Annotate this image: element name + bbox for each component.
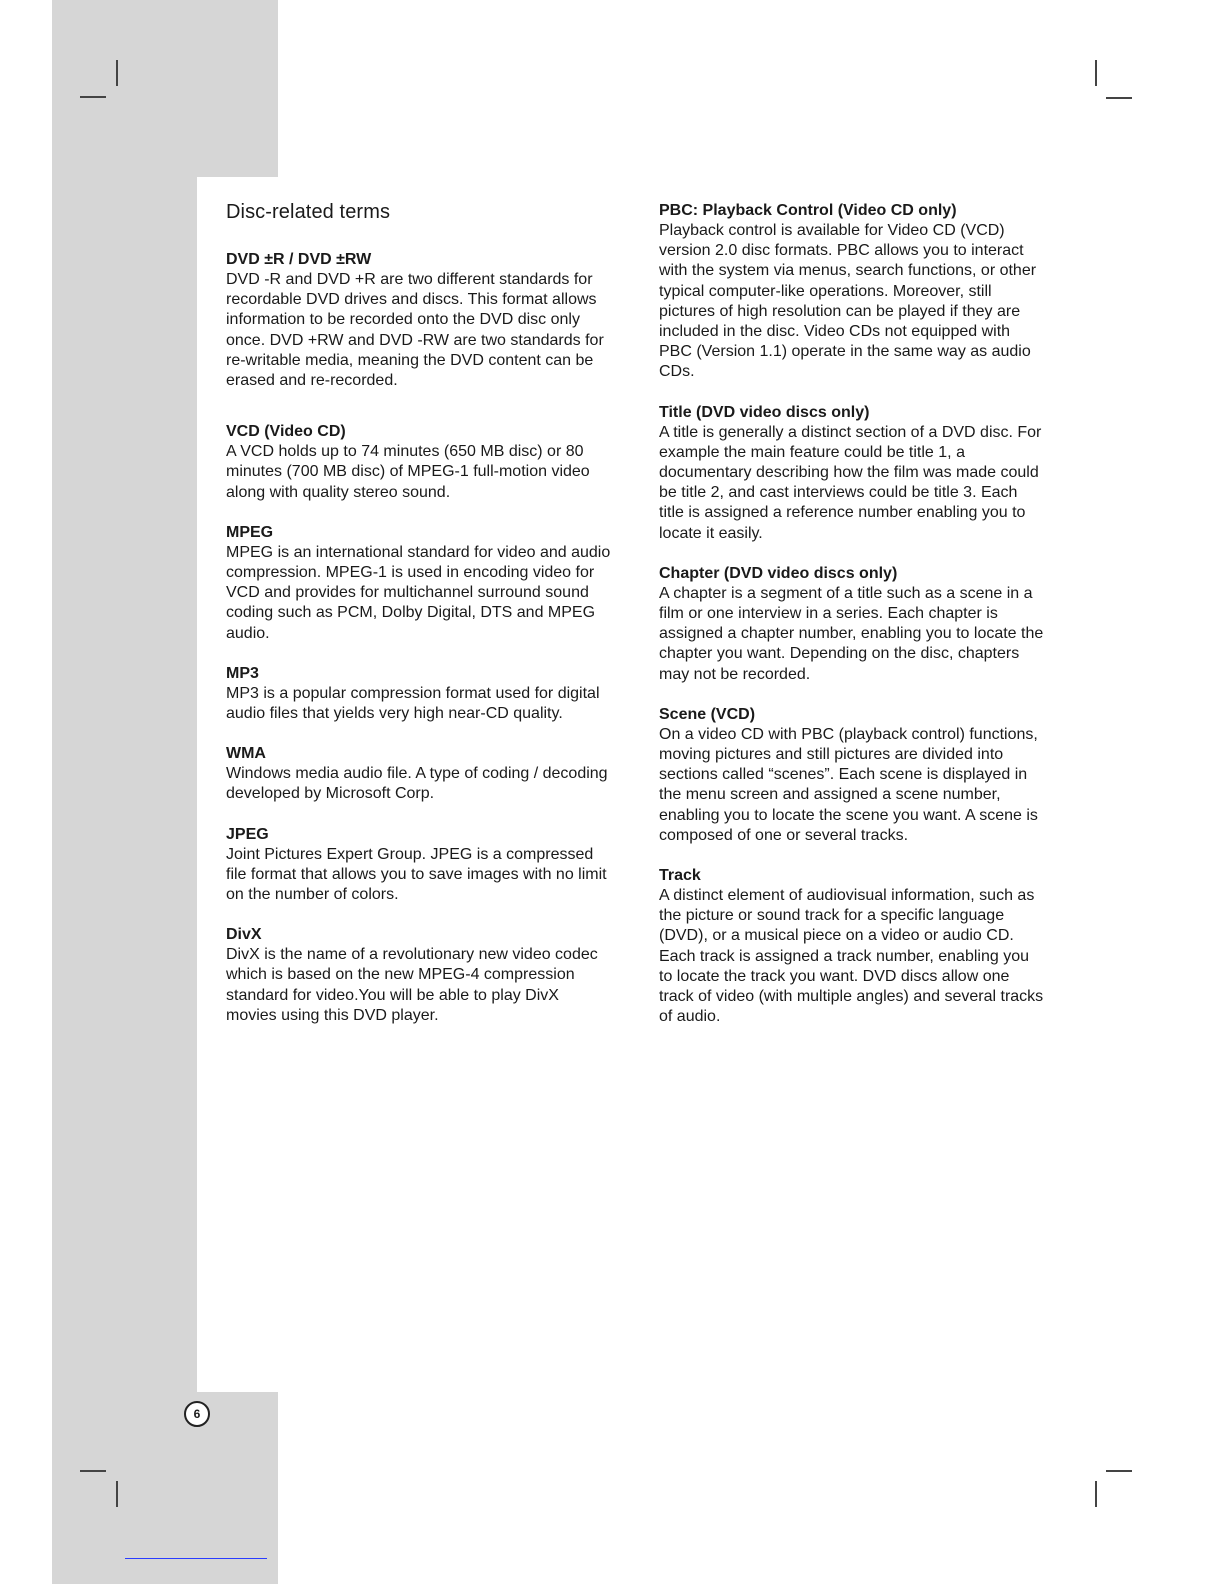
term-line: locate it easily. (659, 524, 763, 542)
term-line: of audio. (659, 1008, 721, 1026)
term-heading: DVD ±R / DVD ±RW (226, 251, 372, 268)
term-line: minutes (700 MB disc) of MPEG-1 full-motion video (226, 463, 590, 481)
crop-mark (116, 60, 118, 86)
page-title: Disc-related terms (226, 201, 391, 223)
term-line: recordable DVD drives and discs. This format allows (226, 291, 597, 309)
term-line: the picture or sound track for a specific language (659, 907, 1005, 925)
term-heading: MP3 (226, 664, 259, 682)
term-line: compression. MPEG-1 is used in encoding video for (226, 564, 595, 582)
term-heading: JPEG (226, 825, 269, 843)
term-dvd-r (226, 250, 641, 391)
term-line: A chapter is a segment of a title such as a scene in a (659, 584, 1033, 602)
crop-mark (80, 96, 106, 98)
term-line: along with quality stereo sound. (226, 483, 451, 501)
term-heading: Scene (VCD) (659, 705, 756, 723)
term-line: re-writable media, meaning the DVD content can be (226, 351, 594, 369)
term-line: assigned a chapter number, enabling you to locate the (659, 625, 1044, 643)
term-line: once. DVD +RW and DVD -RW are two standards for (226, 331, 604, 349)
term-line: with the system via menus, search functions, or other (659, 262, 1037, 280)
term-line: on the number of colors. (226, 886, 399, 904)
crop-mark (116, 1481, 118, 1507)
term-line: typical computer-like operations. Moreover, still (659, 282, 992, 300)
term-line: audio. (226, 624, 270, 642)
term-line: file format that allows you to save images with no limit (226, 865, 607, 883)
term-wma (226, 744, 641, 804)
term-line: erased and re-recorded. (226, 372, 398, 390)
term-line: documentary describing how the film was made could (659, 464, 1039, 482)
term-divx (226, 925, 641, 1026)
crop-mark (1106, 97, 1132, 99)
term-line: track of video (with multiple angles) and several tracks (659, 988, 1044, 1006)
margin-band-top (52, 0, 278, 177)
term-line: film or one interview in a series. Each chapter is (659, 605, 998, 623)
margin-band-bottom (52, 1392, 278, 1584)
term-pbc (659, 201, 1071, 383)
term-heading: Track (659, 867, 701, 885)
term-scene (659, 705, 1071, 846)
term-line: included in the disc. Video CDs not equipped with (659, 323, 1011, 341)
term-line: DVD -R and DVD +R are two different standards for (226, 271, 593, 288)
term-line: which is based on the new MPEG-4 compression (226, 966, 575, 984)
term-line: audio files that yields very high near-CD quality. (226, 705, 563, 723)
term-heading: Chapter (DVD video discs only) (659, 564, 898, 582)
term-line: Playback control is available for Video CD (VCD) (659, 222, 1005, 239)
term-line: enabling you to locate the scene you want. A scene is (659, 806, 1038, 824)
term-line: A distinct element of audiovisual information, such as (659, 887, 1035, 905)
crop-mark (1095, 1481, 1097, 1507)
term-line: developed by Microsoft Corp. (226, 785, 435, 803)
crop-mark (1106, 1470, 1132, 1472)
term-line: Joint Pictures Expert Group. JPEG is a compressed (226, 845, 594, 863)
term-heading: VCD (Video CD) (226, 423, 346, 441)
term-line: PBC (Version 1.1) operate in the same way as audio (659, 343, 1031, 361)
term-title (659, 403, 1071, 544)
term-line: example the main feature could be title 1, a (659, 443, 965, 461)
term-line: (DVD), or a musical piece on a video or audio CD. (659, 927, 1014, 945)
term-line: pictures of high resolution can be played if they are (659, 302, 1021, 320)
term-line: VCD and provides for multichannel surround sound (226, 584, 589, 602)
term-line: title is assigned a reference number enabling you to (659, 504, 1026, 522)
left-column (226, 197, 641, 1026)
term-mp3 (226, 664, 641, 724)
term-line: A VCD holds up to 74 minutes (650 MB disc) or 80 (226, 443, 584, 461)
term-line: A title is generally a distinct section of a DVD disc. For (659, 423, 1042, 441)
term-line: chapter you want. Depending on the disc, chapters (659, 645, 1020, 663)
term-line: be title 2, and cast interviews could be title 3. Each (659, 484, 1018, 502)
term-line: composed of one or several tracks. (659, 826, 909, 844)
term-line: MPEG is an international standard for video and audio (226, 543, 611, 561)
term-jpeg (226, 825, 641, 906)
term-line: may not be recorded. (659, 665, 811, 683)
term-heading: Title (DVD video discs only) (659, 403, 870, 421)
crop-mark (1095, 60, 1097, 86)
right-column (659, 201, 1071, 1028)
term-track (659, 866, 1071, 1027)
term-heading: WMA (226, 745, 266, 763)
term-line: standard for video.You will be able to play DivX (226, 986, 559, 1004)
term-line: Windows media audio file. A type of coding / decoding (226, 765, 608, 783)
term-line: Each track is assigned a track number, enabling you (659, 947, 1029, 965)
term-line: coding such as PCM, Dolby Digital, DTS and MPEG (226, 604, 596, 622)
term-line: DivX is the name of a revolutionary new video codec (226, 946, 598, 964)
term-heading: PBC: Playback Control (Video CD only) (659, 202, 957, 219)
term-vcd (226, 422, 641, 503)
crop-mark (80, 1470, 106, 1472)
footer-link-underline (125, 1558, 267, 1559)
term-chapter (659, 564, 1071, 685)
margin-band-left (52, 177, 197, 1392)
term-line: information to be recorded onto the DVD disc only (226, 311, 580, 329)
term-line: MP3 is a popular compression format used for digital (226, 684, 600, 702)
term-mpeg (226, 523, 641, 644)
page-number: 6 (184, 1401, 210, 1427)
term-line: movies using this DVD player. (226, 1006, 439, 1024)
term-line: to locate the track you want. DVD discs allow one (659, 967, 1010, 985)
term-heading: DivX (226, 926, 262, 944)
term-line: sections called “scenes”. Each scene is displayed in (659, 766, 1028, 784)
term-line: moving pictures and still pictures are divided into (659, 746, 1004, 764)
term-heading: MPEG (226, 523, 274, 541)
term-line: CDs. (659, 363, 695, 381)
term-line: version 2.0 disc formats. PBC allows you to interact (659, 242, 1024, 260)
term-line: the menu screen and assigned a scene number, (659, 786, 1001, 804)
term-line: On a video CD with PBC (playback control) functions, (659, 725, 1038, 743)
